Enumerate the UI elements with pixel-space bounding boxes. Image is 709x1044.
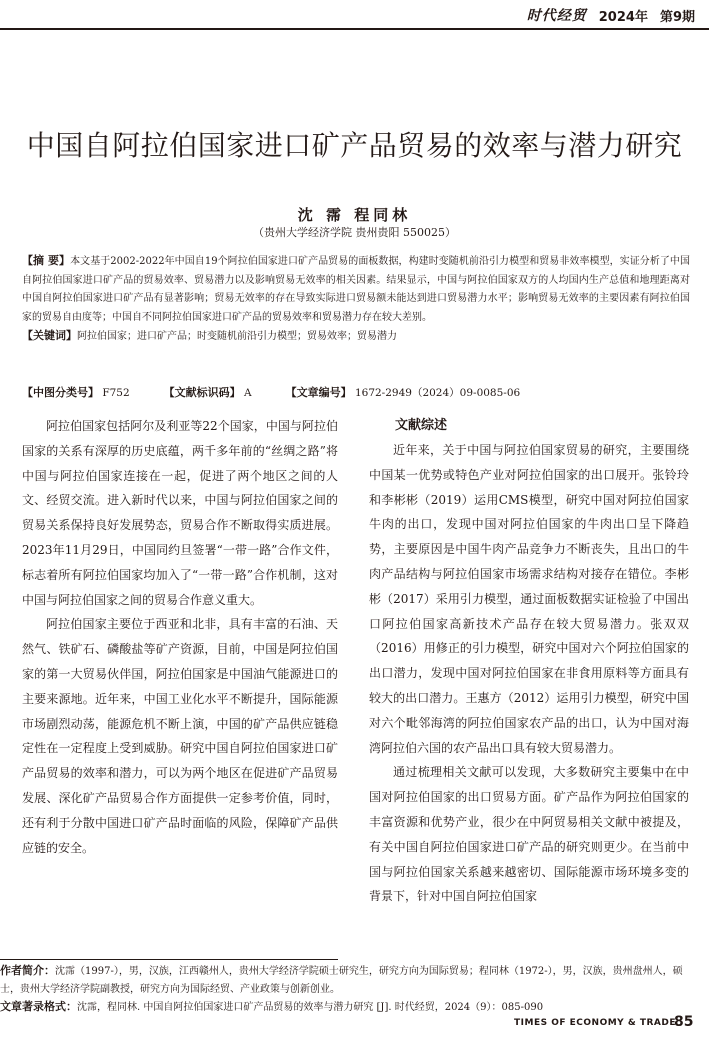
- author-affiliation: （贵州大学经济学院 贵州贵阳 550025）: [253, 226, 456, 239]
- clc-number: [22, 384, 130, 400]
- doc-code-label: 【文献标识码】: [163, 386, 241, 399]
- doc-code: [164, 384, 252, 400]
- body-right-column: [369, 414, 689, 909]
- abstract-text: 本文基于2002-2022年中国自19个阿拉伯国家进口矿产品贸易的面板数据，构建时变随机前沿引力模型和贸易非效率模型，实证分析了中国自阿拉伯国家进口矿产品的贸易效率、贸易潜力以及影响贸易无效率的相关因素。结果显示，中国与阿拉伯国家双方的人均国内生产总值和地理距离对中国自阿拉伯国家进口矿产品有显著影响；贸易无效率的存在导致实际进口贸易额未能达到进口贸易潜力水平；影响贸易无效率的主要因素有阿拉伯国家的贸易自由度等；中国自不同阿拉伯国家进口矿产品的贸易效率和贸易潜力存在较大差别。: [22, 256, 690, 323]
- citation-text: 沈霈，程同林. 中国自阿拉伯国家进口矿产品贸易的效率与潜力研究 [J]. 时代经贸，2024（9）：085-090: [77, 1002, 544, 1013]
- article-id-label: 【文章编号】: [285, 386, 352, 399]
- author-bio-text: 沈霈（1997-），男，汉族，江西赣州人，贵州大学经济学院硕士研究生，研究方向为国际贸易；程同林（1972-），男，汉族，贵州盘州人，硕士，贵州大学经济学院副教授，研究方向为国际经贸、产业政策与创新创业。: [0, 966, 683, 995]
- clc-label: 【中图分类号】: [22, 386, 99, 399]
- header-rule: [0, 28, 709, 30]
- footnotes: [0, 962, 699, 1017]
- article-id-value: 1672-2949（2024）09-0085-06: [354, 387, 521, 399]
- author-bio-label: 作者简介：: [0, 964, 55, 977]
- keywords: [22, 327, 690, 347]
- citation-label: 文章著录格式：: [0, 1000, 77, 1013]
- keywords-text: 阿拉伯国家；进口矿产品；时变随机前沿引力模型；贸易效率；贸易潜力: [77, 331, 397, 342]
- running-header: [527, 3, 695, 27]
- section-heading: 文献综述: [395, 418, 448, 433]
- abstract-label: 【摘 要】: [22, 254, 71, 267]
- page-number: 85: [674, 1014, 694, 1030]
- footer-journal-name: TIMES OF ECONOMY & TRADE: [514, 1018, 676, 1028]
- body-left-column: [22, 414, 338, 860]
- article-id: [286, 384, 521, 400]
- article-title: 中国自阿拉伯国家进口矿产品贸易的效率与潜力研究: [26, 129, 683, 162]
- journal-name: 时代经贸: [526, 8, 587, 24]
- body-paragraph: 通过梳理相关文献可以发现，大多数研究主要集中在中国对阿拉伯国家的出口贸易方面。矿产品作为阿拉伯国家的丰富资源和优势产业，很少在中阿贸易相关文献中被提及，有关中国自阿拉伯国家进口矿产品的研究则更少。在当前中国与阿拉伯国家关系越来越密切、国际能源市场环境多变的背景下，针对中国自阿拉伯国家: [369, 765, 689, 904]
- article-authors: 沈 霈 程同林: [297, 206, 412, 224]
- journal-issue: 第9期: [659, 9, 695, 25]
- body-paragraph: 阿拉伯国家包括阿尔及利亚等22个国家，中国与阿拉伯国家的关系有深厚的历史底蕴，两千多年前的“丝绸之路”将中国与阿拉伯国家连接在一起，促进了两个地区之间的人文、经贸交流。进入新时代以来，中国与阿拉伯国家之间的贸易关系保持良好发展势态，贸易合作不断取得实质进展。2023年11月29日，中国同约旦签署“一带一路”合作文件，标志着所有阿拉伯国家均加入了“一带一路”合作机制，这对中国与阿拉伯国家之间的贸易合作意义重大。: [22, 419, 338, 607]
- journal-year: 2024年: [598, 9, 648, 25]
- citation-format: [0, 998, 699, 1017]
- doc-code-value: A: [244, 387, 252, 399]
- keywords-label: 【关键词】: [22, 329, 77, 342]
- body-paragraph: 近年来，关于中国与阿拉伯国家贸易的研究，主要围绕中国某一优势或特色产业对阿拉伯国家的出口展开。张铃玲和李彬彬（2019）运用CMS模型，研究中国对阿拉伯国家牛肉的出口，发现中国对阿拉伯国家的牛肉出口呈下降趋势，主要原因是中国牛肉产品竞争力不断丧失，且出口的牛肉产品结构与阿拉伯国家市场需求结构对接存在错位。李彬彬（2017）采用引力模型，通过面板数据实证检验了中国出口阿拉伯国家高新技术产品存在较大贸易潜力。张双双（2016）用修正的引力模型，研究中国对六个阿拉伯国家的出口潜力，发现中国对阿拉伯国家在非食用原料等方面具有较大的出口潜力。王惠方（2012）运用引力模型，研究中国对六个毗邻海湾的阿拉伯国家农产品的出口，认为中国对海湾阿拉伯六国的农产品出口具有较大贸易潜力。: [369, 443, 689, 755]
- classification-meta: [22, 384, 690, 400]
- body-paragraph: 阿拉伯国家主要位于西亚和北非，具有丰富的石油、天然气、铁矿石、磷酸盐等矿产资源，目前，中国是阿拉伯国家的第一大贸易伙伴国，阿拉伯国家是中国油气能源进口的主要来源地。近年来，中国工业化水平不断提升，国际能源市场剧烈动荡，能源危机不断上演，中国的矿产品供应链稳定性在一定程度上受到威胁。研究中国自阿拉伯国家进口矿产品贸易的效率和潜力，可以为两个地区在促进矿产品贸易发展、深化矿产品贸易合作方面提供一定参考价值，同时，还有利于分散中国进口矿产品时面临的风险，保障矿产品供应链的安全。: [22, 617, 338, 855]
- abstract: [22, 252, 690, 327]
- clc-value: F752: [102, 387, 130, 399]
- abstract-block: [22, 252, 690, 347]
- footnote-rule: [0, 959, 338, 960]
- author-bio: [0, 962, 699, 998]
